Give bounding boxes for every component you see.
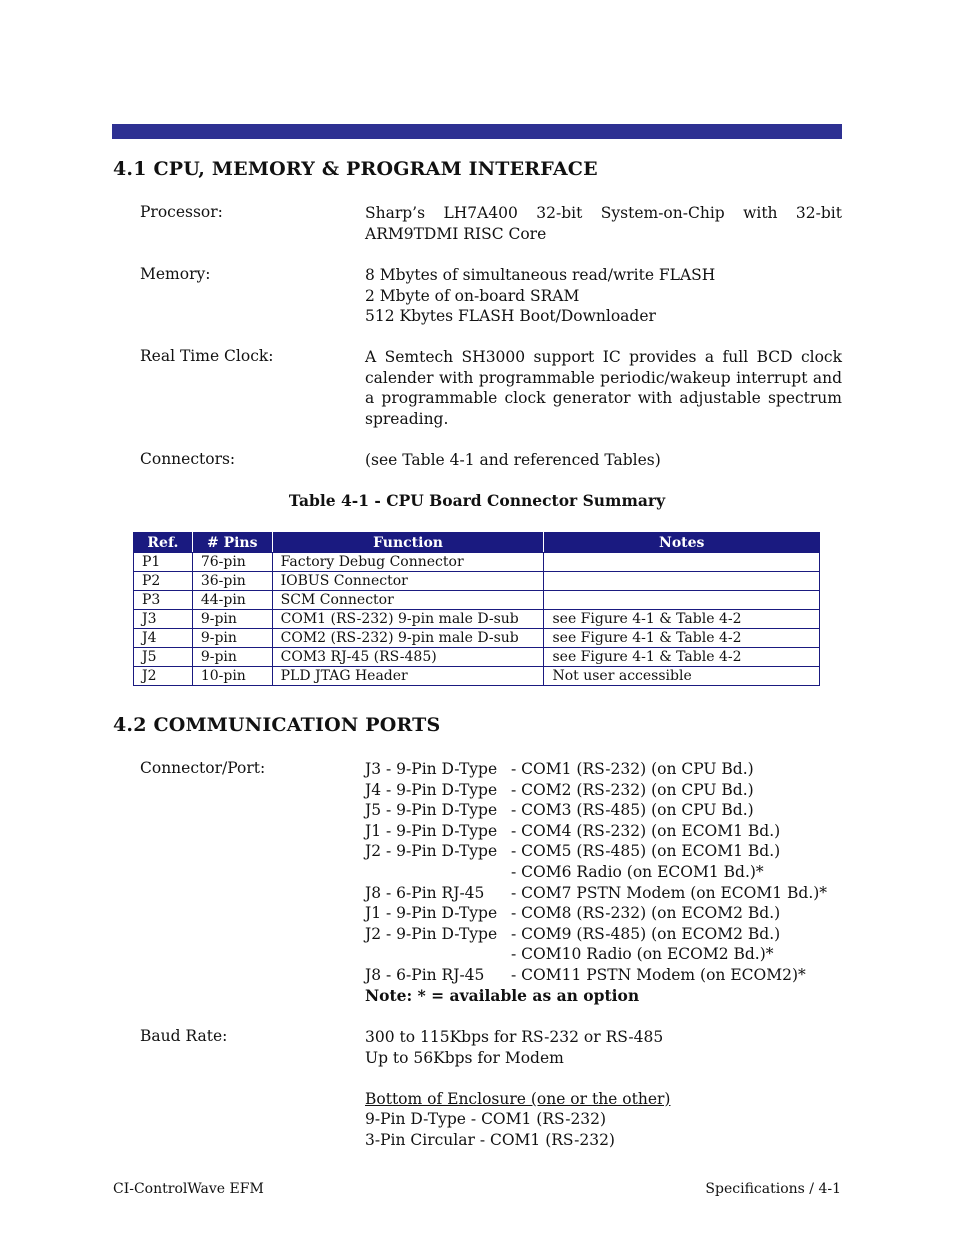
cell-ref: J4 xyxy=(134,629,193,648)
cell-function: COM3 RJ-45 (RS-485) xyxy=(272,648,544,667)
port-row xyxy=(365,924,780,945)
connectors-value: (see Table 4-1 and referenced Tables) xyxy=(365,451,661,469)
cell-ref: P3 xyxy=(134,591,193,610)
processor-value: Sharp’s LH7A400 32-bit System-on-Chip with 32-bit ARM9TDMI RISC Core xyxy=(365,204,842,243)
port-description: - COM10 Radio (on ECOM2 Bd.)* xyxy=(511,945,774,964)
table-row xyxy=(134,667,820,686)
port-connector: J8 - 6-Pin RJ-45 xyxy=(365,966,485,984)
cell-function: COM1 (RS-232) 9-pin male D-sub xyxy=(272,610,544,629)
rtc-value: A Semtech SH3000 support IC provides a full BCD clock calender with programmable periodic/wakeup interrupt and a programmable clock generator with adjustable spectrum spreading. xyxy=(365,348,842,428)
port-description: - COM1 (RS-232) (on CPU Bd.) xyxy=(511,760,754,778)
port-connector: J8 - 6-Pin RJ-45 xyxy=(365,883,485,902)
memory-line: 2 Mbyte of on-board SRAM xyxy=(365,286,580,305)
option-note: Note: * = available as an option xyxy=(365,985,640,1005)
cell-notes xyxy=(544,553,820,572)
connector-port-label: Connector/Port: xyxy=(140,759,266,777)
port-description: - COM5 (RS-485) (on ECOM1 Bd.) xyxy=(511,842,781,861)
port-connector: J1 - 9-Pin D-Type xyxy=(365,821,498,840)
port-description: - COM2 (RS-232) (on CPU Bd.) xyxy=(511,780,754,799)
cell-pins: 44-pin xyxy=(192,591,272,610)
port-row xyxy=(365,862,764,883)
table-row xyxy=(134,648,820,667)
cell-function: PLD JTAG Header xyxy=(272,667,544,686)
cell-pins: 10-pin xyxy=(192,667,272,686)
port-description: - COM9 (RS-485) (on ECOM2 Bd.) xyxy=(511,924,781,943)
port-connector: J3 - 9-Pin D-Type xyxy=(365,760,498,778)
section-4-2-title: 4.2 COMMUNICATION PORTS xyxy=(113,714,441,736)
port-row xyxy=(365,944,774,965)
port-description: - COM6 Radio (on ECOM1 Bd.)* xyxy=(511,863,764,881)
connector-summary-table xyxy=(133,532,820,686)
col-header-notes: Notes xyxy=(544,533,820,553)
port-row xyxy=(365,903,780,924)
baud-rate-value xyxy=(365,1027,842,1151)
cell-pins: 9-pin xyxy=(192,629,272,648)
col-header-function: Function xyxy=(272,533,544,553)
cell-pins: 76-pin xyxy=(192,553,272,572)
cell-notes: see Figure 4-1 & Table 4-2 xyxy=(544,610,820,629)
enclosure-line: 9-Pin D-Type - COM1 (RS-232) xyxy=(365,1110,607,1129)
cell-ref: J2 xyxy=(134,667,193,686)
baud-line: Up to 56Kbps for Modem xyxy=(365,1048,564,1067)
port-row xyxy=(365,780,754,801)
cell-notes: Not user accessible xyxy=(544,667,820,686)
rtc-label: Real Time Clock: xyxy=(140,347,274,365)
table-row xyxy=(134,572,820,591)
cell-notes xyxy=(544,591,820,610)
port-connector: J1 - 9-Pin D-Type xyxy=(365,904,498,923)
baud-rate-label: Baud Rate: xyxy=(140,1027,228,1045)
cell-notes: see Figure 4-1 & Table 4-2 xyxy=(544,648,820,667)
port-row xyxy=(365,821,780,842)
header-band xyxy=(112,124,842,139)
port-connector: J2 - 9-Pin D-Type xyxy=(365,842,498,861)
port-row xyxy=(365,759,754,780)
table-row xyxy=(134,629,820,648)
table-header-row xyxy=(134,533,820,553)
port-description: - COM4 (RS-232) (on ECOM1 Bd.) xyxy=(511,821,781,840)
col-header-ref: Ref. xyxy=(134,533,193,553)
cell-function: Factory Debug Connector xyxy=(272,553,544,572)
section-4-1-title: 4.1 CPU, MEMORY & PROGRAM INTERFACE xyxy=(113,158,598,180)
cell-ref: J5 xyxy=(134,648,193,667)
cell-ref: J3 xyxy=(134,610,193,629)
processor-label: Processor: xyxy=(140,203,223,221)
memory-line: 8 Mbytes of simultaneous read/write FLASH xyxy=(365,266,716,284)
memory-line: 512 Kbytes FLASH Boot/Downloader xyxy=(365,307,656,326)
cell-ref: P2 xyxy=(134,572,193,591)
cell-pins: 36-pin xyxy=(192,572,272,591)
enclosure-heading: Bottom of Enclosure (one or the other) xyxy=(365,1089,671,1108)
port-description: - COM3 (RS-485) (on CPU Bd.) xyxy=(511,801,754,820)
col-header-pins: # Pins xyxy=(192,533,272,553)
port-row xyxy=(365,965,806,986)
port-connector: J5 - 9-Pin D-Type xyxy=(365,801,498,820)
cell-function: IOBUS Connector xyxy=(272,572,544,591)
port-row xyxy=(365,800,754,821)
table-row xyxy=(134,591,820,610)
port-row xyxy=(365,883,827,904)
cell-pins: 9-pin xyxy=(192,610,272,629)
table-caption: Table 4-1 - CPU Board Connector Summary xyxy=(288,491,666,510)
cell-notes: see Figure 4-1 & Table 4-2 xyxy=(544,629,820,648)
port-connector: J2 - 9-Pin D-Type xyxy=(365,924,498,943)
cell-function: SCM Connector xyxy=(272,591,544,610)
port-description: - COM7 PSTN Modem (on ECOM1 Bd.)* xyxy=(511,883,828,902)
table-row xyxy=(134,610,820,629)
cell-pins: 9-pin xyxy=(192,648,272,667)
connectors-label: Connectors: xyxy=(140,450,236,468)
port-connector: J4 - 9-Pin D-Type xyxy=(365,780,498,799)
footer-right: Specifications / 4-1 xyxy=(705,1181,841,1197)
cell-ref: P1 xyxy=(134,553,193,572)
port-description: - COM8 (RS-232) (on ECOM2 Bd.) xyxy=(511,904,781,923)
memory-label: Memory: xyxy=(140,265,211,283)
table-row xyxy=(134,553,820,572)
memory-value xyxy=(365,265,842,327)
footer-left: CI-ControlWave EFM xyxy=(113,1181,264,1197)
baud-line: 300 to 115Kbps for RS-232 or RS-485 xyxy=(365,1028,664,1046)
cell-notes xyxy=(544,572,820,591)
port-description: - COM11 PSTN Modem (on ECOM2)* xyxy=(511,966,806,984)
enclosure-line: 3-Pin Circular - COM1 (RS-232) xyxy=(365,1130,615,1149)
port-row xyxy=(365,841,780,862)
cell-function: COM2 (RS-232) 9-pin male D-sub xyxy=(272,629,544,648)
